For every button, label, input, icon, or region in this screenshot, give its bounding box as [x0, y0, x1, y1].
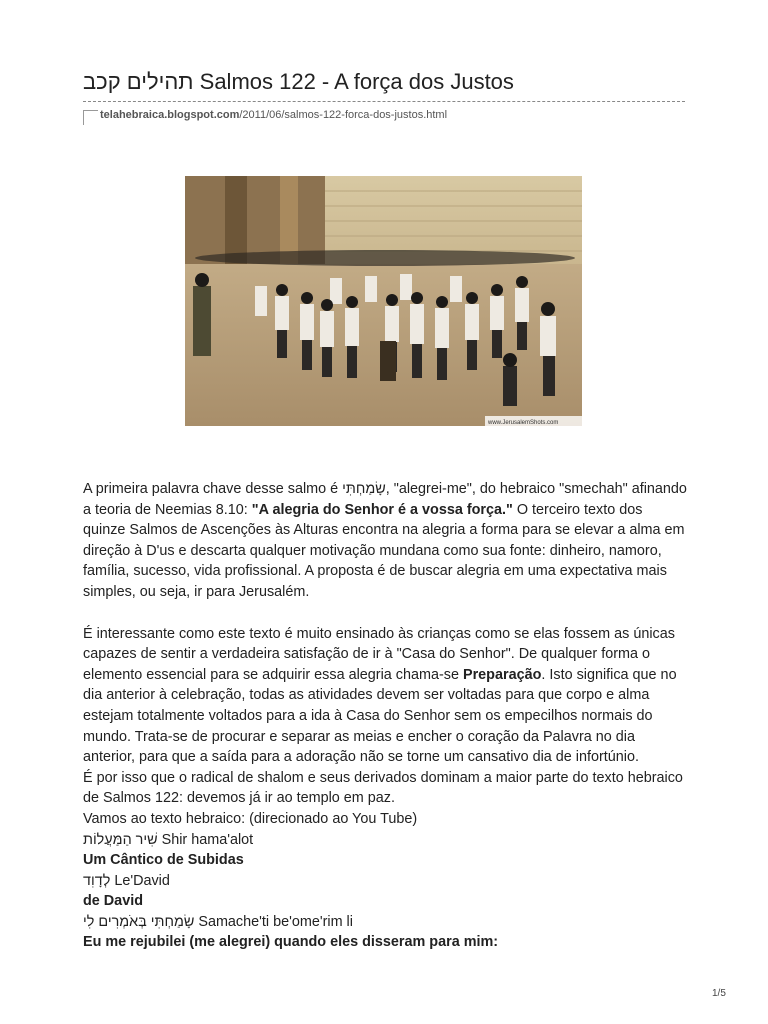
- paragraph-2: É interessante como este texto é muito ensinado às crianças como se elas fossem as únicas capazes de sentir a verdadeira satisfação de ir à "Casa do Senhor". De qualquer forma o elemento essencial para se adquirir essa alegria chama-se Preparação. Isto significa que no dia anterior à celebração, todas as atividades devem ser voltadas para que corpo e alma estejam totalmente voltados para a ida à Casa do Senhor sem os empecilhos normais do mundo. Trata-se de procurar e separar as meias e encher o coração da Palavra no dia anterior, para que a saída para a adoração não se torne um cansativo dia de infortúnio.: [83, 625, 677, 766]
- page-title: [83, 66, 683, 98]
- paragraph-1: A primeira palavra chave desse salmo é שָׂמַחְתִּי, "alegrei-me", do hebraico "smechah" afinando a teoria de Neemias 8.10: "A alegria do Senhor é a vossa força." O terceiro texto dos quinze Salmos de Ascenções às Alturas encontra na alegria a forma para se elevar a alma em direção à D'us e descarta qualquer motivação mundana como sua fonte: dinheiro, namoro, família, sucesso, vida profissional. A proposta é de buscar alegria em uma expectativa mais simples, ou seja, ir para Jerusalém.: [83, 481, 687, 600]
- verse-2-translation: de David: [83, 893, 143, 910]
- photo-watermark: www.JerusalemShots.com: [488, 420, 559, 426]
- verse-3-translation: Eu me rejubilei (me alegrei) quando eles disseram para mim:: [83, 934, 499, 951]
- source-domain: telahebraica.blogspot.com: [100, 109, 240, 121]
- link-icon: [83, 110, 98, 125]
- paragraph-4: Vamos ao texto hebraico: (direcionado ao You Tube): [83, 810, 418, 827]
- verse-1-translation: Um Cântico de Subidas: [83, 852, 244, 869]
- source-link[interactable]: [83, 106, 447, 124]
- title-divider: [83, 101, 685, 102]
- title-hebrew: תהילים קכב: [83, 69, 194, 94]
- verse-3-hebrew: שָׂמַחְתִּי בְּאֹמְרִים לִי Samache'ti be'ome'rim li: [83, 913, 353, 930]
- article-photo: [185, 176, 582, 426]
- article-body: [83, 479, 688, 953]
- source-path: /2011/06/salmos-122-forca-dos-justos.html: [239, 109, 448, 121]
- photo-icon: [185, 176, 582, 426]
- page-number: 1/5: [712, 988, 726, 999]
- paragraph-3: É por isso que o radical de shalom e seus derivados dominam a maior parte do texto hebraico de Salmos 122: devemos já ir ao templo em paz.: [83, 769, 683, 807]
- title-portuguese: Salmos 122 - A força dos Justos: [199, 69, 514, 94]
- verse-2-hebrew: לְדָוִד Le'David: [83, 872, 170, 889]
- verse-1-hebrew: שִׁיר הַמַּעֲלוֹת Shir hama'alot: [83, 831, 254, 848]
- source-url[interactable]: [100, 109, 447, 121]
